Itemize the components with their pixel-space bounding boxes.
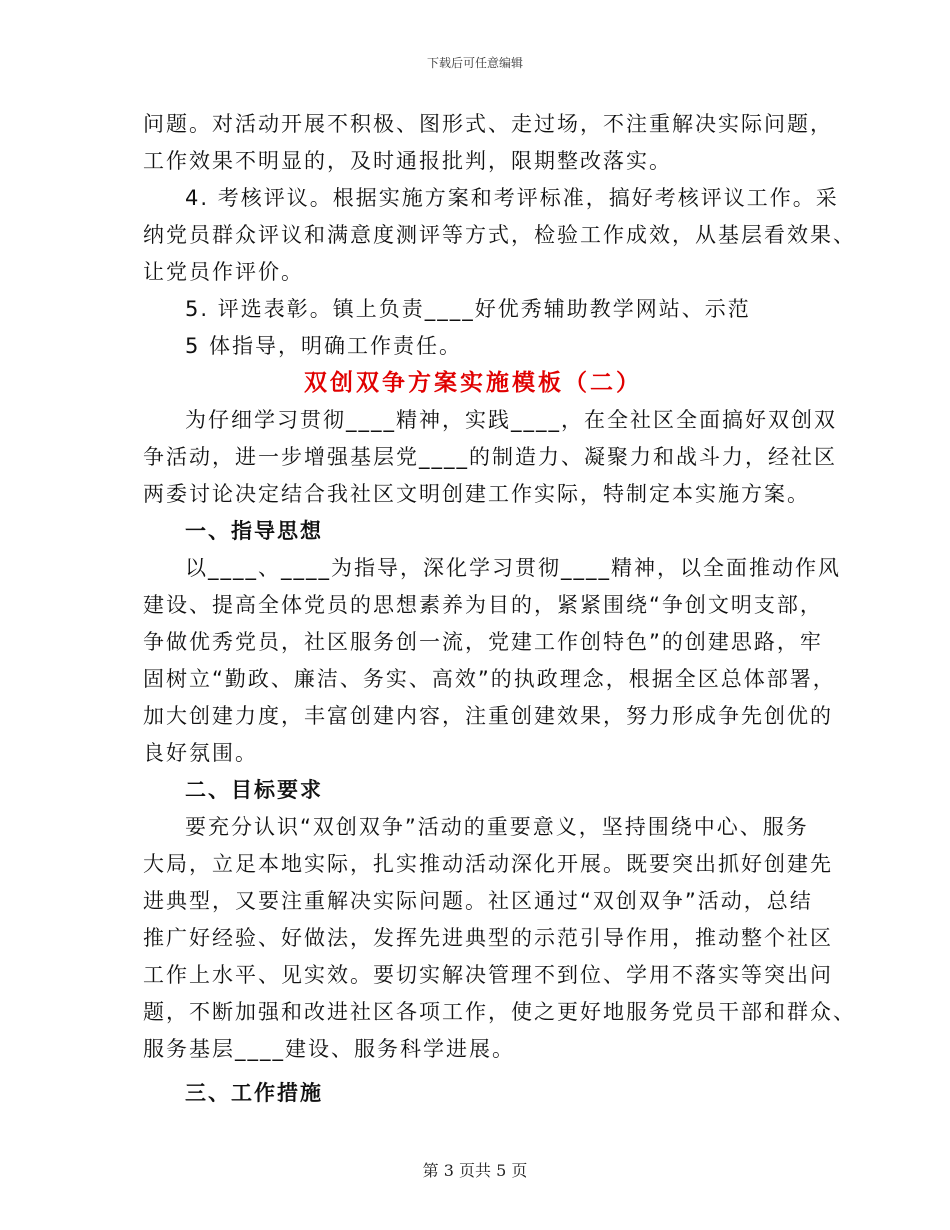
paragraph-line: 纳党员群众评议和满意度测评等方式，检验工作成效，从基层看效果、 bbox=[143, 223, 856, 247]
paragraph-line: 为仔细学习贯彻____精神，实践____，在全社区全面搞好双创双 bbox=[185, 408, 837, 432]
paragraph-line: 争活动，进一步增强基层党____的制造力、凝聚力和战斗力，经社区 bbox=[143, 445, 837, 469]
paragraph-line: 两委讨论决定结合我社区文明创建工作实际，特制定本实施方案。 bbox=[143, 482, 810, 506]
paragraph-line: 题，不断加强和改进社区各项工作，使之更好地服务党员干部和群众、 bbox=[143, 1000, 856, 1024]
paragraph-line: 推广好经验、好做法，发挥先进典型的示范引导作用，推动整个社区 bbox=[143, 926, 833, 950]
paragraph-line: 进典型，又要注重解决实际问题。社区通过“双创双争”活动，总结 bbox=[143, 889, 813, 913]
paragraph-line: 问题。对活动开展不积极、图形式、走过场，不注重解决实际问题， bbox=[143, 112, 833, 136]
paragraph-line: 固树立“勤政、廉洁、务实、高效”的执政理念，根据全区总体部署， bbox=[143, 667, 836, 691]
paragraph-line: 4. 考核评议。根据实施方案和考评标准，搞好考核评议工作。采 bbox=[185, 186, 839, 210]
paragraph-line: 争做优秀党员，社区服务创一流，党建工作创特色”的创建思路，牢 bbox=[143, 630, 823, 654]
heading-goals: 二、目标要求 bbox=[185, 778, 323, 802]
paragraph-line: 要充分认识“双创双争”活动的重要意义，坚持围绕中心、服务 bbox=[185, 815, 809, 839]
paragraph-line: 服务基层____建设、服务科学进展。 bbox=[143, 1037, 515, 1061]
header-note: 下载后可任意编辑 bbox=[426, 56, 523, 70]
heading-measures: 三、工作措施 bbox=[185, 1081, 323, 1105]
paragraph-line: 工作效果不明显的，及时通报批判，限期整改落实。 bbox=[143, 149, 672, 173]
heading-guiding-ideology: 一、指导思想 bbox=[185, 519, 323, 543]
paragraph-line: 5. 评选表彰。镇上负责____好优秀辅助教学网站、示范 bbox=[185, 297, 751, 321]
paragraph-line: 让党员作评价。 bbox=[143, 260, 304, 284]
paragraph-line: 良好氛围。 bbox=[143, 741, 258, 765]
page-number: 第 3 页共 5 页 bbox=[422, 1161, 528, 1180]
paragraph-line: 建设、提高全体党员的思想素养为目的，紧紧围绕“争创文明支部， bbox=[143, 593, 823, 617]
paragraph-line: 大局，立足本地实际，扎实推动活动深化开展。既要突出抓好创建先 bbox=[143, 852, 833, 876]
paragraph-line: 加大创建力度，丰富创建内容，注重创建效果，努力形成争先创优的 bbox=[143, 704, 833, 728]
document-body bbox=[143, 106, 856, 1112]
paragraph-line: 以____、____为指导，深化学习贯彻____精神，以全面推动作风 bbox=[185, 556, 841, 580]
paragraph-line: 工作上水平、见实效。要切实解决管理不到位、学用不落实等突出问 bbox=[143, 963, 833, 987]
section-title: 双创双争方案实施模板（二） bbox=[304, 370, 642, 396]
paragraph-line: 5 体指导，明确工作责任。 bbox=[185, 334, 463, 358]
